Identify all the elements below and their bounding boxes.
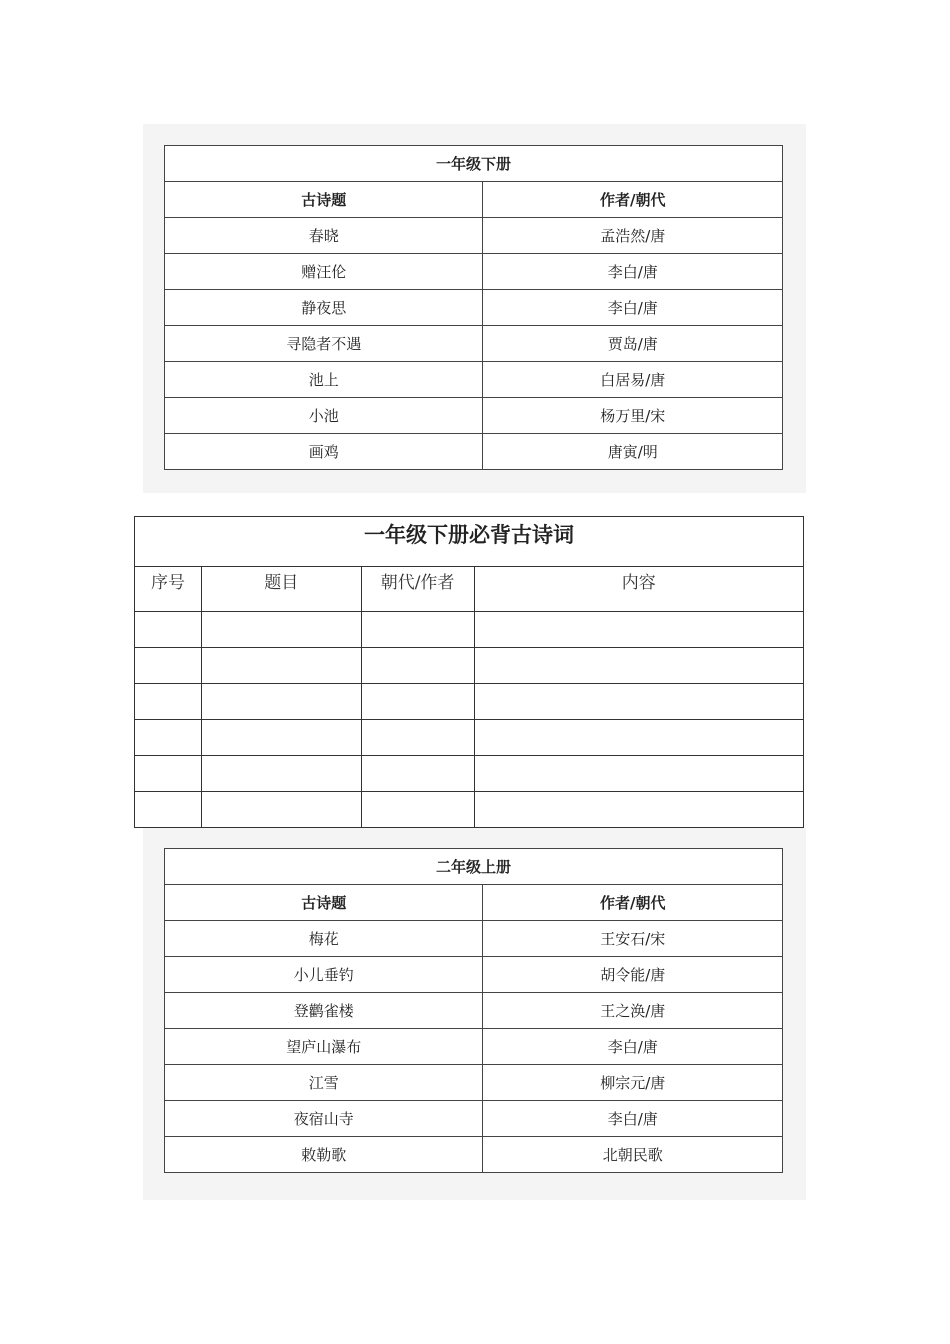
blank-cell[interactable] bbox=[201, 792, 361, 828]
column-header-content: 内容 bbox=[474, 567, 804, 612]
table-row bbox=[165, 254, 783, 290]
table-row bbox=[165, 1101, 783, 1137]
blank-cell[interactable] bbox=[361, 648, 474, 684]
column-header-author: 作者/朝代 bbox=[483, 182, 783, 218]
poem-author: 唐寅/明 bbox=[483, 434, 783, 470]
poem-author: 北朝民歌 bbox=[483, 1137, 783, 1173]
poem-author: 胡令能/唐 bbox=[483, 957, 783, 993]
blank-row bbox=[135, 720, 804, 756]
column-header-poem: 古诗题 bbox=[165, 885, 483, 921]
table-row bbox=[165, 434, 783, 470]
column-header-poem: 古诗题 bbox=[165, 182, 483, 218]
worksheet-title: 一年级下册必背古诗词 bbox=[135, 517, 804, 567]
blank-cell[interactable] bbox=[135, 792, 202, 828]
table-caption: 二年级上册 bbox=[165, 849, 783, 885]
blank-row bbox=[135, 648, 804, 684]
poem-author: 王之涣/唐 bbox=[483, 993, 783, 1029]
poem-author: 李白/唐 bbox=[483, 1101, 783, 1137]
blank-cell[interactable] bbox=[135, 684, 202, 720]
table-row bbox=[165, 218, 783, 254]
poem-author: 李白/唐 bbox=[483, 254, 783, 290]
blank-cell[interactable] bbox=[201, 684, 361, 720]
blank-row bbox=[135, 612, 804, 648]
blank-cell[interactable] bbox=[201, 612, 361, 648]
blank-cell[interactable] bbox=[474, 756, 804, 792]
poem-title: 池上 bbox=[165, 362, 483, 398]
poem-title: 江雪 bbox=[165, 1065, 483, 1101]
blank-cell[interactable] bbox=[135, 720, 202, 756]
table-row bbox=[165, 398, 783, 434]
table-row bbox=[165, 326, 783, 362]
blank-cell[interactable] bbox=[361, 720, 474, 756]
blank-row bbox=[135, 684, 804, 720]
blank-cell[interactable] bbox=[135, 648, 202, 684]
poem-title: 画鸡 bbox=[165, 434, 483, 470]
poem-title: 赠汪伦 bbox=[165, 254, 483, 290]
poem-author: 柳宗元/唐 bbox=[483, 1065, 783, 1101]
table-row bbox=[165, 993, 783, 1029]
poem-title: 望庐山瀑布 bbox=[165, 1029, 483, 1065]
poem-title: 静夜思 bbox=[165, 290, 483, 326]
poem-author: 李白/唐 bbox=[483, 1029, 783, 1065]
blank-row bbox=[135, 792, 804, 828]
blank-cell[interactable] bbox=[474, 612, 804, 648]
column-header-title: 题目 bbox=[201, 567, 361, 612]
blank-cell[interactable] bbox=[474, 648, 804, 684]
column-header-dynasty-author: 朝代/作者 bbox=[361, 567, 474, 612]
blank-cell[interactable] bbox=[361, 612, 474, 648]
poem-author: 贾岛/唐 bbox=[483, 326, 783, 362]
blank-cell[interactable] bbox=[135, 612, 202, 648]
blank-cell[interactable] bbox=[474, 792, 804, 828]
blank-cell[interactable] bbox=[474, 720, 804, 756]
blank-cell[interactable] bbox=[474, 684, 804, 720]
column-header-index: 序号 bbox=[135, 567, 202, 612]
blank-cell[interactable] bbox=[201, 756, 361, 792]
poem-author: 李白/唐 bbox=[483, 290, 783, 326]
poem-title: 敕勒歌 bbox=[165, 1137, 483, 1173]
poem-list-panel-grade1-lower bbox=[143, 124, 806, 493]
poem-title: 梅花 bbox=[165, 921, 483, 957]
table-row bbox=[165, 1029, 783, 1065]
poem-author: 杨万里/宋 bbox=[483, 398, 783, 434]
poem-author: 王安石/宋 bbox=[483, 921, 783, 957]
poem-table-grade2-upper bbox=[164, 848, 783, 1173]
blank-cell[interactable] bbox=[361, 756, 474, 792]
table-row bbox=[165, 290, 783, 326]
poem-title: 登鹳雀楼 bbox=[165, 993, 483, 1029]
poem-author: 孟浩然/唐 bbox=[483, 218, 783, 254]
blank-row bbox=[135, 756, 804, 792]
blank-cell[interactable] bbox=[201, 720, 361, 756]
table-row bbox=[165, 1065, 783, 1101]
poem-title: 小儿垂钓 bbox=[165, 957, 483, 993]
table-row bbox=[165, 362, 783, 398]
blank-cell[interactable] bbox=[361, 792, 474, 828]
poem-title: 夜宿山寺 bbox=[165, 1101, 483, 1137]
poem-list-panel-grade2-upper bbox=[143, 828, 806, 1200]
poem-author: 白居易/唐 bbox=[483, 362, 783, 398]
table-row bbox=[165, 957, 783, 993]
poem-title: 春晓 bbox=[165, 218, 483, 254]
blank-cell[interactable] bbox=[135, 756, 202, 792]
blank-cell[interactable] bbox=[201, 648, 361, 684]
table-row bbox=[165, 1137, 783, 1173]
poem-title: 寻隐者不遇 bbox=[165, 326, 483, 362]
table-caption: 一年级下册 bbox=[165, 146, 783, 182]
poem-title: 小池 bbox=[165, 398, 483, 434]
blank-cell[interactable] bbox=[361, 684, 474, 720]
poem-table-grade1-lower bbox=[164, 145, 783, 470]
column-header-author: 作者/朝代 bbox=[483, 885, 783, 921]
table-row bbox=[165, 921, 783, 957]
blank-poem-worksheet bbox=[134, 516, 804, 828]
